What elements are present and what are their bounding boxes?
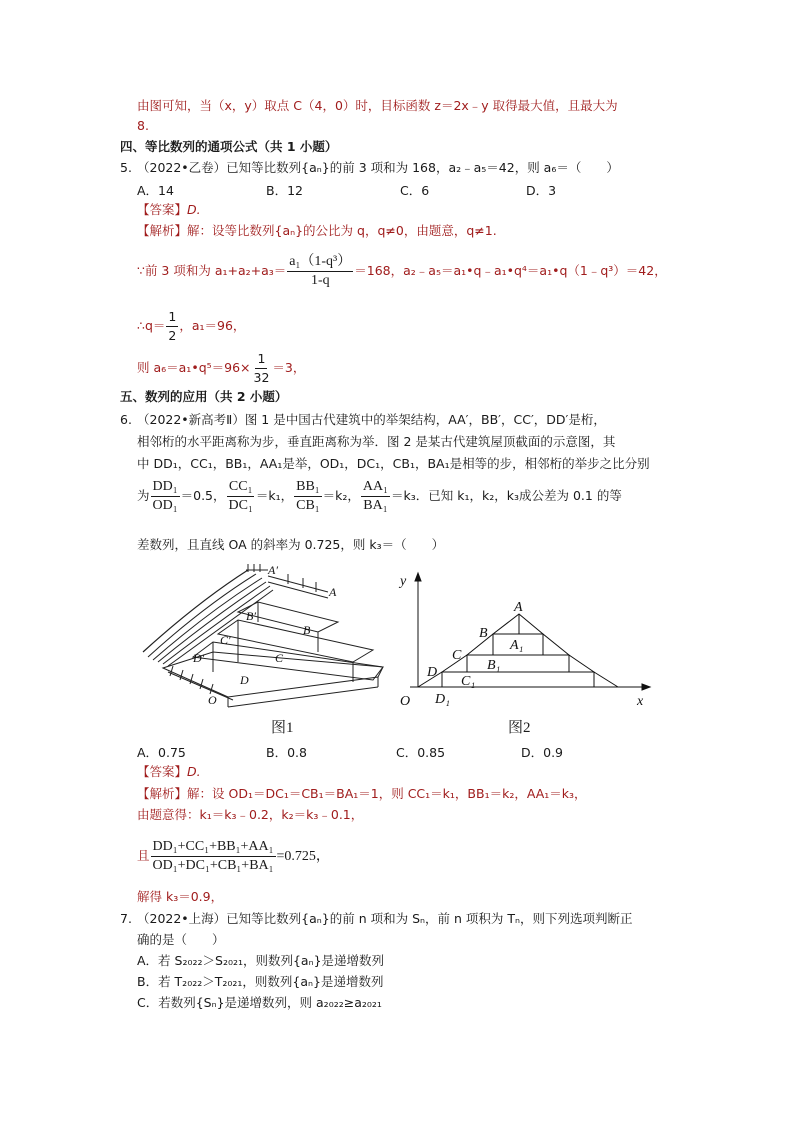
q7-option-c: C．若数列{Sₙ}是递增数列，则 a₂₀₂₂≥a₂₀₂₁ [137,995,382,1010]
q5-option-d: D．3 [526,183,557,198]
fig1-label-o: O [208,693,217,707]
section-5-title: 五、数列的应用（共 2 小题） [120,389,288,404]
fig2-label-a1: A₁ [510,638,524,653]
q7-option-b: B．若 T₂₀₂₂＞T₂₀₂₁，则数列{aₙ}是递增数列 [137,974,384,989]
q5-analysis-line-1 [137,223,497,239]
q6-option-b: B．0.8 [266,745,307,760]
intro-line-2: 8. [137,118,149,133]
fraction: $\frac{1}{2}$ [168,309,177,343]
fig2-label-c1: C₁ [461,674,476,689]
answer-tag: 【答案】 [137,202,188,217]
fig1-label-b-prime: B′ [246,609,256,623]
analysis-text: 解：设 OD₁＝DC₁＝CB₁＝BA₁＝1，则 CC₁＝k₁，BB₁＝k₂，AA₁＝k₃， [187,786,587,801]
fig2-label-d: D [427,665,438,680]
fig1-label-d: D [240,673,249,687]
intro-line-1: 由图可知，当（x，y）取点 C（4，0）时，目标函数 z＝2x﹣y 取得最大值，且最大为 [137,98,618,113]
q6-stem-line-3: 中 DD₁，CC₁，BB₁，AA₁是举，OD₁，DC₁，CB₁，BA₁是相等的步，相邻桁的举步之比分别 [137,456,650,471]
analysis-text: ∵前 3 项和为 a₁+a₂+a₃＝ [137,263,287,278]
q7-option-a: A．若 S₂₀₂₂＞S₂₀₂₁，则数列{aₙ}是递增数列 [137,953,385,968]
figure-1-caption: 图1 [271,720,294,736]
fraction: $\frac{\text{DD₁+CC₁+BB₁+AA₁}}{\text{OD₁+DC₁+CB₁+BA₁}}$ [152,839,274,873]
q6-analysis-line-2: 由题意得：k₁＝k₃﹣0.2，k₂＝k₃﹣0.1， [137,807,364,822]
q5-option-a: A．14 [137,183,174,198]
figure-2-caption: 图2 [508,720,531,736]
q5-answer [137,202,201,218]
analysis-text: ＝3， [272,360,306,375]
q6-analysis-line-1 [137,786,587,802]
answer-value: D. [187,202,201,217]
ratio-eq: ＝k₁， [255,488,294,503]
q6-option-c: C．0.85 [396,745,446,760]
analysis-text: 且 [137,848,150,863]
q7-stem-line-1: （2022•上海）已知等比数列{aₙ}的前 n 项和为 Sₙ，前 n 项积为 Tₙ，则下列选项判断正 [137,911,633,926]
analysis-text: =0.725， [276,849,330,864]
q6-analysis-line-4: 解得 k₃＝0.9， [137,889,224,904]
fig1-label-b: B [303,623,311,637]
q5-option-c: C．6 [400,183,430,198]
ratio-fraction: $\frac{\text{AA₁}}{\text{BA₁}}$ [362,479,389,513]
ratio-fraction: $\frac{\text{BB₁}}{\text{CB₁}}$ [296,479,320,513]
fig2-axis-y: y [400,574,407,589]
ratio-eq: ＝0.5， [180,488,226,503]
fig2-label-c: C [452,648,462,663]
analysis-text: ∴q＝ [137,318,166,333]
ratio-suffix: 已知 k₁，k₂，k₃成公差为 0.1 的等 [428,488,622,503]
q7-number: 7. [120,911,132,926]
q5-analysis-line-4 [137,350,305,387]
answer-value: D. [187,764,201,779]
analysis-text: ，a₁＝96， [179,318,246,333]
figure-2-cross-section [390,565,660,710]
q6-stem-line-5: 差数列，且直线 OA 的斜率为 0.725，则 k₃＝（ ） [137,537,445,552]
fig2-label-b: B [479,626,488,641]
fraction: $\frac{\text{a₁（1-q³）}}{1-q}$ [289,254,352,288]
q5-analysis-line-3 [137,308,245,345]
ratio-prefix: 为 [137,488,150,503]
q6-answer [137,764,201,780]
figure-1-roof-structure [138,562,388,712]
fig2-label-d1: D₁ [435,692,450,707]
analysis-text: ＝168，a₂﹣a₅＝a₁•q﹣a₁•q⁴＝a₁•q（1﹣q³）＝42， [354,263,667,278]
fig2-origin: O [400,694,411,709]
ratio-eq: ＝k₃． [391,488,429,503]
q6-option-a: A．0.75 [137,745,186,760]
q6-option-d: D．0.9 [521,745,564,760]
ratio-fraction: $\frac{\text{CC₁}}{\text{DC₁}}$ [228,479,253,513]
q6-analysis-line-3 [137,838,330,875]
q5-option-b: B．12 [266,183,303,198]
analysis-tag: 【解析】 [137,223,188,238]
fig2-axis-x: x [637,694,644,709]
fig1-label-c: C [275,651,284,665]
analysis-tag: 【解析】 [137,786,188,801]
q5-analysis-line-2 [137,253,667,290]
q5-number: 5. [120,160,132,175]
fig1-label-a: A [329,585,337,599]
fig1-label-a-prime: A′ [268,563,278,577]
ratio-eq: ＝k₂， [322,488,360,503]
analysis-text: 则 a₆＝a₁•q⁵＝96× [137,360,251,375]
fig2-label-a: A [514,600,523,615]
section-4-title: 四、等比数列的通项公式（共 1 小题） [120,139,338,154]
answer-tag: 【答案】 [137,764,188,779]
q6-number: 6. [120,412,132,427]
fig2-label-b1: B₁ [487,658,501,673]
fig1-label-d-prime: D′ [193,651,205,665]
fraction: $\frac{1}{32}$ [253,351,270,385]
q5-stem: （2022•乙卷）已知等比数列{aₙ}的前 3 项和为 168，a₂﹣a₅＝42，则 a₆＝（ ） [137,160,619,175]
analysis-text: 解：设等比数列{aₙ}的公比为 q，q≠0，由题意，q≠1. [187,223,497,238]
q6-ratios-line [137,478,622,515]
fig1-label-c-prime: C′ [220,633,231,647]
q7-stem-line-2: 确的是（ ） [137,932,225,947]
q6-stem-line-1: （2022•新高考Ⅱ）图 1 是中国古代建筑中的举架结构，AA′，BB′，CC′，DD′是桁， [137,412,606,427]
q6-stem-line-2: 相邻桁的水平距离称为步，垂直距离称为举．图 2 是某古代建筑屋顶截面的示意图，其 [137,434,616,449]
ratio-fraction: $\frac{\text{DD₁}}{\text{OD₁}}$ [152,479,178,513]
